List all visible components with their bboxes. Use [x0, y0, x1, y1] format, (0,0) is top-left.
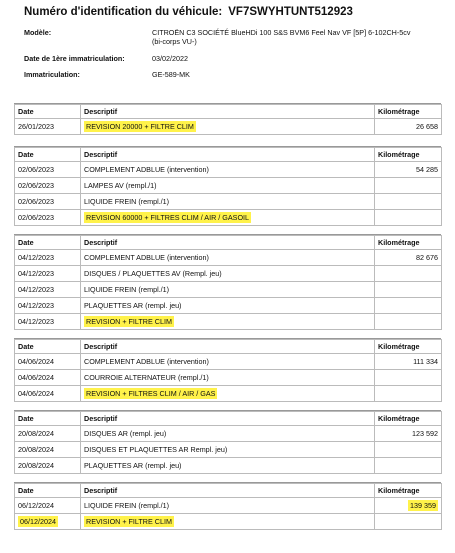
km-text: 54 285	[416, 165, 438, 174]
date-cell	[15, 354, 81, 370]
date-cell	[15, 194, 81, 210]
descriptif-text: COMPLEMENT ADBLUE (intervention)	[84, 253, 209, 262]
maintenance-table	[14, 104, 442, 135]
table-row	[15, 210, 442, 226]
descriptif-text: LIQUIDE FREIN (rempl./1)	[84, 501, 170, 510]
date-text: 06/12/2024	[18, 501, 54, 510]
date-cell	[15, 386, 81, 402]
date-text: 04/12/2023	[18, 285, 54, 294]
descriptif-text: LIQUIDE FREIN (rempl./1)	[84, 285, 170, 294]
table-header-row	[15, 340, 442, 354]
maintenance-block	[14, 103, 441, 135]
descriptif-cell	[81, 250, 375, 266]
column-header-km: Kilométrage	[375, 236, 442, 250]
registration-value: GE-589-MK	[152, 70, 190, 79]
date-text: 04/12/2023	[18, 317, 54, 326]
column-header-date: Date	[15, 340, 81, 354]
vehicle-id-title	[24, 6, 353, 18]
date-cell	[15, 514, 81, 530]
column-header-km: Kilométrage	[375, 148, 442, 162]
first-registration-label: Date de 1ère immatriculation:	[24, 54, 125, 63]
column-header-desc: Descriptif	[81, 484, 375, 498]
descriptif-cell	[81, 298, 375, 314]
table-row	[15, 119, 442, 135]
column-header-date: Date	[15, 236, 81, 250]
column-header-date: Date	[15, 148, 81, 162]
maintenance-table	[14, 339, 442, 402]
date-text: 20/08/2024	[18, 461, 54, 470]
descriptif-cell	[81, 266, 375, 282]
km-cell	[375, 210, 442, 226]
table-row	[15, 162, 442, 178]
descriptif-cell	[81, 194, 375, 210]
date-cell	[15, 178, 81, 194]
date-cell	[15, 426, 81, 442]
column-header-desc: Descriptif	[81, 105, 375, 119]
descriptif-text: COMPLEMENT ADBLUE (intervention)	[84, 357, 209, 366]
descriptif-cell	[81, 210, 375, 226]
date-cell	[15, 298, 81, 314]
descriptif-cell	[81, 514, 375, 530]
km-cell	[375, 266, 442, 282]
date-text: 06/12/2024	[20, 517, 56, 526]
maintenance-table	[14, 235, 442, 330]
descriptif-text: LIQUIDE FREIN (rempl./1)	[84, 197, 170, 206]
table-header-row	[15, 236, 442, 250]
km-text: 26 658	[416, 122, 438, 131]
date-text: 20/08/2024	[18, 429, 54, 438]
table-header-row	[15, 412, 442, 426]
descriptif-cell	[81, 426, 375, 442]
km-cell	[375, 442, 442, 458]
date-text: 04/06/2024	[18, 389, 54, 398]
km-text: 111 334	[413, 357, 438, 366]
descriptif-text: DISQUES / PLAQUETTES AV (Rempl. jeu)	[84, 269, 222, 278]
table-header-row	[15, 148, 442, 162]
table-row	[15, 354, 442, 370]
column-header-desc: Descriptif	[81, 236, 375, 250]
descriptif-text: REVISION 60000 + FILTRES CLIM / AIR / GASOIL	[86, 213, 250, 222]
column-header-date: Date	[15, 105, 81, 119]
table-row	[15, 178, 442, 194]
km-cell	[375, 370, 442, 386]
km-cell	[375, 426, 442, 442]
date-text: 02/06/2023	[18, 165, 54, 174]
descriptif-cell	[81, 386, 375, 402]
km-cell	[375, 386, 442, 402]
km-text: 123 592	[412, 429, 438, 438]
table-header-row	[15, 484, 442, 498]
descriptif-text: REVISION + FILTRE CLIM	[86, 517, 172, 526]
descriptif-cell	[81, 354, 375, 370]
date-cell	[15, 442, 81, 458]
table-row	[15, 370, 442, 386]
table-row	[15, 386, 442, 402]
maintenance-table	[14, 411, 442, 474]
maintenance-table	[14, 147, 442, 226]
km-cell	[375, 250, 442, 266]
maintenance-block	[14, 234, 441, 330]
descriptif-text: COURROIE ALTERNATEUR (rempl./1)	[84, 373, 209, 382]
descriptif-cell	[81, 119, 375, 135]
descriptif-cell	[81, 178, 375, 194]
table-row	[15, 514, 442, 530]
first-registration-value: 03/02/2022	[152, 54, 188, 63]
table-header-row	[15, 105, 442, 119]
date-text: 20/08/2024	[18, 445, 54, 454]
date-cell	[15, 119, 81, 135]
km-text: 82 676	[416, 253, 438, 262]
column-header-desc: Descriptif	[81, 340, 375, 354]
km-text: 139 359	[410, 501, 436, 510]
km-cell	[375, 458, 442, 474]
km-cell	[375, 194, 442, 210]
table-row	[15, 442, 442, 458]
table-row	[15, 194, 442, 210]
date-text: 04/06/2024	[18, 357, 54, 366]
date-text: 04/12/2023	[18, 301, 54, 310]
descriptif-cell	[81, 498, 375, 514]
date-cell	[15, 314, 81, 330]
table-row	[15, 298, 442, 314]
column-header-km: Kilométrage	[375, 412, 442, 426]
maintenance-block	[14, 338, 441, 402]
column-header-desc: Descriptif	[81, 148, 375, 162]
vin-label: Numéro d'identification du véhicule:	[24, 6, 223, 18]
date-cell	[15, 266, 81, 282]
km-cell	[375, 314, 442, 330]
date-cell	[15, 162, 81, 178]
column-header-km: Kilométrage	[375, 340, 442, 354]
descriptif-text: DISQUES ET PLAQUETTES AR Rempl. jeu)	[84, 445, 228, 454]
date-cell	[15, 282, 81, 298]
column-header-km: Kilométrage	[375, 105, 442, 119]
date-text: 02/06/2023	[18, 181, 54, 190]
date-text: 26/01/2023	[18, 122, 54, 131]
maintenance-block	[14, 410, 441, 474]
descriptif-cell	[81, 314, 375, 330]
registration-label: Immatriculation:	[24, 70, 80, 79]
date-text: 04/06/2024	[18, 373, 54, 382]
column-header-desc: Descriptif	[81, 412, 375, 426]
km-cell	[375, 298, 442, 314]
descriptif-text: PLAQUETTES AR (rempl. jeu)	[84, 461, 182, 470]
descriptif-cell	[81, 370, 375, 386]
column-header-date: Date	[15, 484, 81, 498]
table-row	[15, 314, 442, 330]
date-text: 02/06/2023	[18, 213, 54, 222]
descriptif-text: REVISION 20000 + FILTRE CLIM	[86, 122, 194, 131]
maintenance-table	[14, 483, 442, 530]
descriptif-cell	[81, 442, 375, 458]
km-cell	[375, 282, 442, 298]
descriptif-text: LAMPES AV (rempl./1)	[84, 181, 157, 190]
model-label: Modèle:	[24, 28, 52, 37]
descriptif-cell	[81, 282, 375, 298]
descriptif-text: DISQUES AR (rempl. jeu)	[84, 429, 167, 438]
maintenance-block	[14, 482, 441, 530]
date-text: 04/12/2023	[18, 269, 54, 278]
km-cell	[375, 178, 442, 194]
km-cell	[375, 119, 442, 135]
descriptif-cell	[81, 458, 375, 474]
table-row	[15, 250, 442, 266]
descriptif-text: REVISION + FILTRES CLIM / AIR / GAS	[86, 389, 216, 398]
date-cell	[15, 250, 81, 266]
date-cell	[15, 498, 81, 514]
date-cell	[15, 458, 81, 474]
table-row	[15, 266, 442, 282]
model-value: CITROËN C3 SOCIÉTÉ BlueHDi 100 S&S BVM6 Feel Nav VF [5P] 6-102CH-5cv (bi-corps VU-)	[152, 28, 411, 46]
table-row	[15, 282, 442, 298]
date-text: 04/12/2023	[18, 253, 54, 262]
vin-value: VF7SWYHTUNT512923	[228, 6, 353, 18]
table-row	[15, 458, 442, 474]
descriptif-text: PLAQUETTES AR (rempl. jeu)	[84, 301, 182, 310]
column-header-km: Kilométrage	[375, 484, 442, 498]
table-row	[15, 426, 442, 442]
km-cell	[375, 162, 442, 178]
km-cell	[375, 514, 442, 530]
date-cell	[15, 210, 81, 226]
descriptif-text: COMPLEMENT ADBLUE (intervention)	[84, 165, 209, 174]
table-row	[15, 498, 442, 514]
maintenance-block	[14, 146, 441, 226]
descriptif-text: REVISION + FILTRE CLIM	[86, 317, 172, 326]
column-header-date: Date	[15, 412, 81, 426]
date-text: 02/06/2023	[18, 197, 54, 206]
km-cell	[375, 354, 442, 370]
km-cell	[375, 498, 442, 514]
descriptif-cell	[81, 162, 375, 178]
date-cell	[15, 370, 81, 386]
